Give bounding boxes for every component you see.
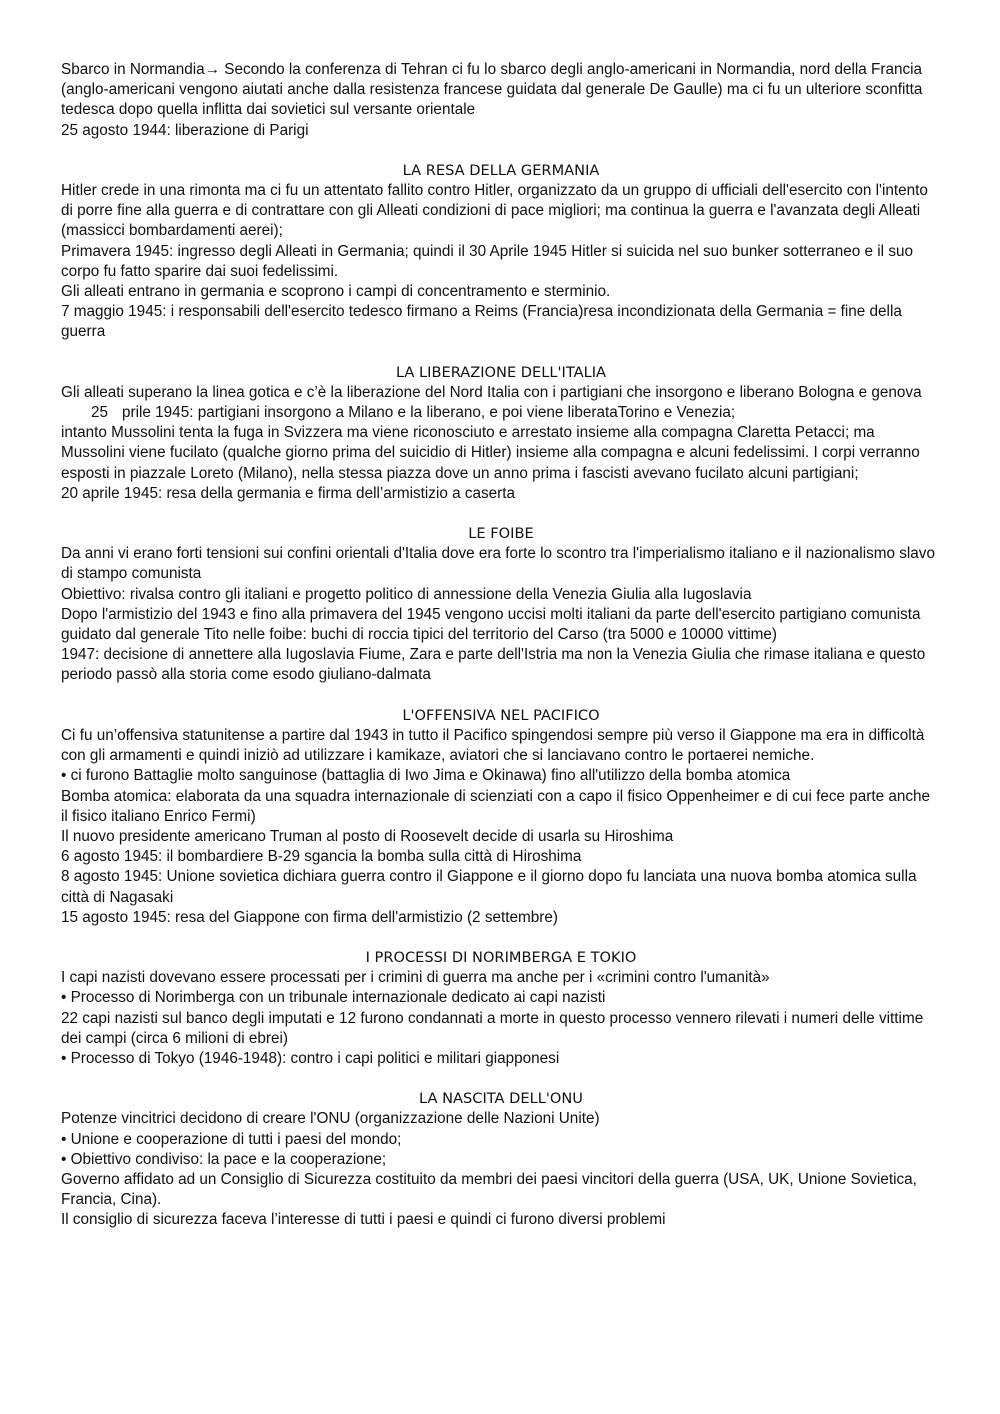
paragraph: Gli alleati entrano in germania e scoprono i campi di concentramento e sterminio. [61, 283, 611, 301]
paragraph: 15 agosto 1945: resa del Giappone con firma dell'armistizio (2 settembre) [61, 908, 558, 926]
paragraph: Dopo l'armistizio del 1943 e fino alla primavera del 1945 vengono uccisi molti italiani da parte dell'esercito partigiano comunista guidato dal generale Tito nelle foibe: buchi di roccia tipici del territorio del Carso (tra 5000 e 10000 vittime) [61, 605, 921, 644]
section-title: LA NASCITA DELL'ONU [419, 1090, 583, 1108]
paragraph: 7 maggio 1945: i responsabili dell'esercito tedesco firmano a Reims (Francia)resa incondizionata della Germania = fine della guerra [61, 303, 902, 341]
paragraph: Da anni vi erano forti tensioni sui confini orientali d'Italia dove era forte lo scontro tra l'imperialismo italiano e il nazionalismo slavo di stampo comunista [61, 545, 935, 583]
section-title: L'OFFENSIVA NEL PACIFICO [402, 706, 600, 724]
paragraph: Obiettivo: rivalsa contro gli italiani e progetto politico di annessione della Venezia Giulia alla Iugoslavia [61, 585, 752, 603]
paragraph: • Processo di Tokyo (1946-1948): contro i capi politici e militari giapponesi [61, 1049, 560, 1067]
paragraph: intanto Mussolini tenta la fuga in Svizzera ma viene riconosciuto e arrestato insieme alla compagna Claretta Petacci; ma Mussolini viene fucilato (qualche giorno prima del suicidio di Hitler) insieme alla compagna e alcuni fedelissimi. I corpi verranno esposti in piazzale Loreto (Milano), nella stessa piazza dove un anno prima i fascisti avevano fucilato alcuni partigiani; [61, 424, 920, 482]
paragraph-text: prile 1945: partigiani insorgono a Milano e la liberano, e poi viene liberataTorino e Venezia; [122, 404, 736, 422]
paragraph: Bomba atomica: elaborata da una squadra internazionale di scienziati con a capo il fisico Oppenheimer e di cui fece parte anche il fisico italiano Enrico Fermi) [61, 787, 931, 825]
section-title: I PROCESSI DI NORIMBERGA E TOKIO [365, 948, 637, 966]
paragraph: 6 agosto 1945: il bombardiere B-29 sgancia la bomba sulla città di Hiroshima [61, 848, 582, 866]
paragraph: Il nuovo presidente americano Truman al posto di Roosevelt decide di usarla su Hiroshima [61, 827, 674, 845]
paragraph: 22 capi nazisti sul banco degli imputati e 12 furono condannati a morte in questo processo vennero rilevati i numeri delle vittime dei campi (circa 6 milioni di ebrei) [61, 1009, 924, 1047]
paragraph: Potenze vincitrici decidono di creare l'ONU (organizzazione delle Nazioni Unite) [61, 1110, 600, 1128]
intro-paragraph: Sbarco in Normandia→ Secondo la conferenza di Tehran ci fu lo sbarco degli anglo-americani in Normandia, nord della Francia (anglo-americani vengono aiutati anche dalla resistenza francese guidata dal generale De Gaulle) ma ci fu un ulteriore sconfitta tedesca dopo quella inflitta dai sovietici sul versante orientale [61, 61, 923, 119]
list-number: 25 [91, 404, 109, 422]
paragraph: Governo affidato ad un Consiglio di Sicurezza costituito da membri dei paesi vincitori della guerra (USA, UK, Unione Sovietica, Francia, Cina). [61, 1170, 917, 1209]
paragraph: Primavera 1945: ingresso degli Alleati in Germania; quindi il 30 Aprile 1945 Hitler si suicida nel suo bunker sotterraneo e il suo corpo fu fatto sparire dai suoi fedelissimi. [61, 242, 913, 280]
intro-paragraph: 25 agosto 1944: liberazione di Parigi [61, 121, 309, 139]
paragraph: Ci fu un’offensiva statunitense a partire dal 1943 in tutto il Pacifico spingendosi sempre più verso il Giappone ma era in difficoltà con gli armamenti e quindi iniziò ad utilizzare i kamikaze, aviatori che si lanciavano contro le portaerei nemiche. [61, 726, 925, 765]
paragraph: • Processo di Norimberga con un tribunale internazionale dedicato ai capi nazisti [61, 989, 606, 1007]
paragraph: Hitler crede in una rimonta ma ci fu un attentato fallito contro Hitler, organizzato da un gruppo di ufficiali dell'esercito con l'intento di porre fine alla guerra e di contrattare con gli Alleati condizioni di pace migliori; ma continua la guerra e l'avanzata degli Alleati (massicci bombardamenti aerei); [61, 182, 928, 240]
paragraph: 1947: decisione di annettere alla Iugoslavia Fiume, Zara e parte dell'Istria ma non la Venezia Giulia che rimase italiana e questo periodo passò alla storia come esodo giuliano-dalmata [61, 646, 926, 684]
section-title: LA RESA DELLA GERMANIA [402, 161, 600, 179]
paragraph: • Unione e cooperazione di tutti i paesi del mondo; [61, 1130, 402, 1148]
paragraph: 20 aprile 1945: resa della germania e firma dell’armistizio a caserta [61, 484, 516, 502]
document-page [61, 60, 941, 1231]
paragraph: • Obiettivo condiviso: la pace e la cooperazione; [61, 1150, 387, 1168]
paragraph: • ci furono Battaglie molto sanguinose (battaglia di Iwo Jima e Okinawa) fino all'utilizzo della bomba atomica [61, 767, 791, 785]
section-title: LE FOIBE [468, 525, 534, 543]
paragraph: 8 agosto 1945: Unione sovietica dichiara guerra contro il Giappone e il giorno dopo fu lanciata una nuova bomba atomica sulla città di Nagasaki [61, 868, 917, 906]
paragraph: I capi nazisti dovevano essere processati per i crimini di guerra ma anche per i «crimini contro l'umanità» [61, 969, 770, 987]
indented-paragraph [61, 403, 941, 423]
paragraph: Il consiglio di sicurezza faceva l’interesse di tutti i paesi e quindi ci furono diversi problemi [61, 1211, 666, 1229]
paragraph: Gli alleati superano la linea gotica e c’è la liberazione del Nord Italia con i partigiani che insorgono e liberano Bologna e genova [61, 383, 922, 401]
section-title: LA LIBERAZIONE DELL'ITALIA [395, 363, 607, 381]
